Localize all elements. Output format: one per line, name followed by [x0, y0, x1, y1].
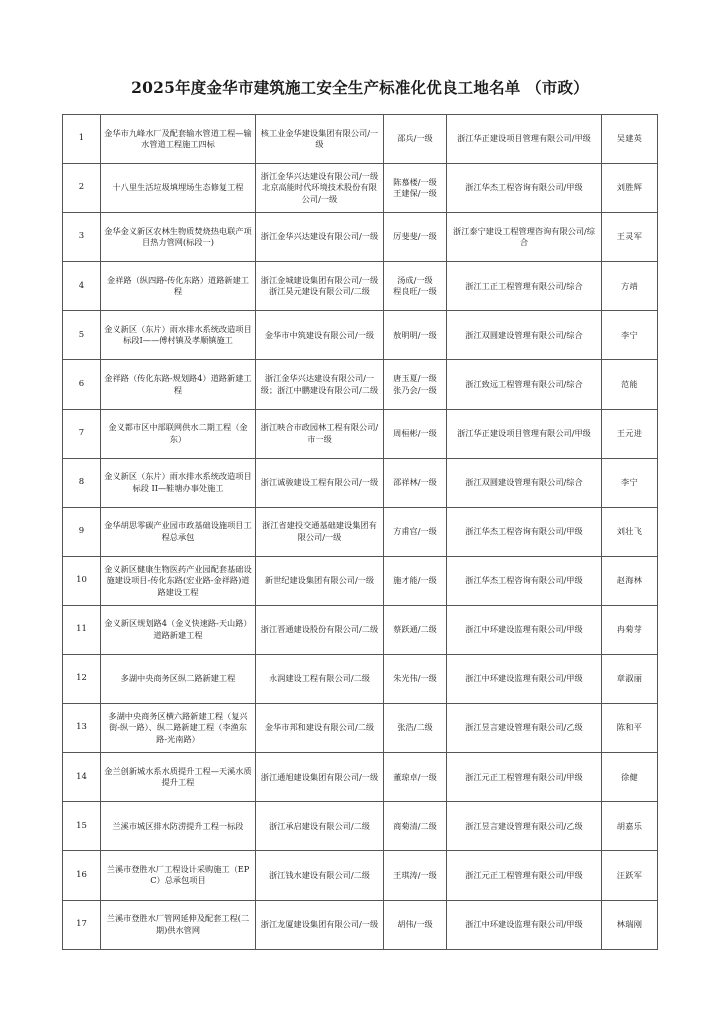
row-number-cell: 1 [63, 115, 101, 164]
table-row [63, 262, 658, 311]
supervision-company-cell: 浙江工正工程管理有限公司/综合 [447, 262, 602, 311]
table-row [63, 655, 658, 704]
project-manager-cell: 施才能/一级 [384, 556, 447, 605]
row-number-cell: 12 [63, 655, 101, 704]
project-name-cell: 多湖中央商务区横六路新建工程（复兴街-纵一路）、纵二路新建工程（李渔东路-光南路） [101, 704, 256, 753]
chief-supervisor-cell: 范能 [602, 360, 658, 409]
table-row [63, 213, 658, 262]
chief-supervisor-cell: 李宁 [602, 311, 658, 360]
supervision-company-cell: 浙江中环建设监理有限公司/甲级 [447, 655, 602, 704]
project-name-cell: 金华市九峰水厂及配套输水管道工程—输水管道工程施工四标 [101, 115, 256, 164]
chief-supervisor-cell: 胡嘉乐 [602, 802, 658, 851]
row-number-cell: 8 [63, 458, 101, 507]
table-row [63, 458, 658, 507]
project-name-cell: 兰溪市登胜水厂管网延伸及配套工程(二期)供水管网 [101, 900, 256, 949]
project-manager-cell: 方甫官/一级 [384, 507, 447, 556]
row-number-cell: 3 [63, 213, 101, 262]
row-number-cell: 10 [63, 556, 101, 605]
row-number-cell: 15 [63, 802, 101, 851]
project-manager-cell: 邵祥林/一级 [384, 458, 447, 507]
supervision-company-cell: 浙江华正建设项目管理有限公司/甲级 [447, 115, 602, 164]
chief-supervisor-cell: 刘胜辉 [602, 164, 658, 213]
supervision-company-cell: 浙江泰宁建设工程管理咨询有限公司/综合 [447, 213, 602, 262]
project-name-cell: 金华胡思零碳产业园市政基础设施项目工程总承包 [101, 507, 256, 556]
project-name-cell: 金祥路（纵四路-传化东路）道路新建工程 [101, 262, 256, 311]
chief-supervisor-cell: 冉菊芽 [602, 605, 658, 654]
chief-supervisor-cell: 陈和平 [602, 704, 658, 753]
table-row [63, 753, 658, 802]
chief-supervisor-cell: 吴建英 [602, 115, 658, 164]
contractor-company-cell: 浙江龙厦建设集团有限公司/一级 [256, 900, 384, 949]
contractor-company-cell: 浙江晋通建设股份有限公司/二级 [256, 605, 384, 654]
contractor-company-cell: 浙江承启建设有限公司/二级 [256, 802, 384, 851]
supervision-company-cell: 浙江昱言建设管理有限公司/乙级 [447, 802, 602, 851]
project-name-cell: 金义新区（东片）雨水排水系统改造项目标段Ⅰ——傅村镇及孝顺镇施工 [101, 311, 256, 360]
supervision-company-cell: 浙江华杰工程咨询有限公司/甲级 [447, 164, 602, 213]
chief-supervisor-cell: 王灵军 [602, 213, 658, 262]
project-name-cell: 金义都市区中部联网供水二期工程（金东） [101, 409, 256, 458]
contractor-company-cell: 核工业金华建设集团有限公司/一级 [256, 115, 384, 164]
table-row [63, 311, 658, 360]
supervision-company-cell: 浙江华杰工程咨询有限公司/甲级 [447, 507, 602, 556]
project-manager-cell: 商菊清/二级 [384, 802, 447, 851]
project-name-cell: 金义新区规划路4（金义快速路-天山路）道路新建工程 [101, 605, 256, 654]
project-manager-cell: 胡伟/一级 [384, 900, 447, 949]
project-manager-cell: 汤成/一级 程良旺/一级 [384, 262, 447, 311]
table-row [63, 900, 658, 949]
table-row [63, 164, 658, 213]
project-name-cell: 兰溪市城区排水防涝提升工程一标段 [101, 802, 256, 851]
row-number-cell: 4 [63, 262, 101, 311]
supervision-company-cell: 浙江双圆建设管理有限公司/综合 [447, 311, 602, 360]
contractor-company-cell: 永润建设工程有限公司/二级 [256, 655, 384, 704]
row-number-cell: 9 [63, 507, 101, 556]
contractor-company-cell: 浙江钱水建设有限公司/二级 [256, 851, 384, 900]
project-name-cell: 金义新区健康生物医药产业园配套基础设施建设项目-传化东路(宏业路-金祥路)道路建设工程 [101, 556, 256, 605]
contractor-company-cell: 浙江通旭建设集团有限公司/一级 [256, 753, 384, 802]
project-manager-cell: 朱光伟/一级 [384, 655, 447, 704]
table-row [63, 409, 658, 458]
project-name-cell: 兰溪市登胜水厂工程设计采购施工（EPC）总承包项目 [101, 851, 256, 900]
row-number-cell: 14 [63, 753, 101, 802]
project-manager-cell: 张浩/二级 [384, 704, 447, 753]
table-row [63, 704, 658, 753]
project-manager-cell: 唐玉夏/一级 张乃会/一级 [384, 360, 447, 409]
table-row [63, 360, 658, 409]
row-number-cell: 5 [63, 311, 101, 360]
supervision-company-cell: 浙江致远工程管理有限公司/综合 [447, 360, 602, 409]
project-name-cell: 金祥路（传化东路-规划路4）道路新建工程 [101, 360, 256, 409]
project-name-cell: 十八里生活垃圾填埋场生态修复工程 [101, 164, 256, 213]
project-manager-cell: 蔡跃通/二级 [384, 605, 447, 654]
supervision-company-cell: 浙江元正工程管理有限公司/甲级 [447, 851, 602, 900]
row-number-cell: 6 [63, 360, 101, 409]
table-row [63, 115, 658, 164]
row-number-cell: 7 [63, 409, 101, 458]
supervision-company-cell: 浙江中环建设监理有限公司/甲级 [447, 900, 602, 949]
contractor-company-cell: 浙江省建投交通基础建设集团有限公司/一级 [256, 507, 384, 556]
chief-supervisor-cell: 汪跃军 [602, 851, 658, 900]
project-manager-cell: 陈慕楼/一级 王建保/一级 [384, 164, 447, 213]
table-row [63, 802, 658, 851]
contractor-company-cell: 金华市中筑建设有限公司/一级 [256, 311, 384, 360]
project-manager-cell: 董琼卓/一级 [384, 753, 447, 802]
contractor-company-cell: 浙江诚骏建设工程有限公司/一级 [256, 458, 384, 507]
table-row [63, 556, 658, 605]
chief-supervisor-cell: 赵海林 [602, 556, 658, 605]
contractor-company-cell: 浙江金城建设集团有限公司/一级 浙江昊元建设有限公司/二级 [256, 262, 384, 311]
page-title: 2025年度金华市建筑施工安全生产标准化优良工地名单 （市政） [131, 78, 589, 97]
table-body [63, 115, 658, 950]
table-row [63, 605, 658, 654]
chief-supervisor-cell: 刘壮飞 [602, 507, 658, 556]
table-row [63, 507, 658, 556]
supervision-company-cell: 浙江华杰工程咨询有限公司/甲级 [447, 556, 602, 605]
chief-supervisor-cell: 章淑丽 [602, 655, 658, 704]
row-number-cell: 17 [63, 900, 101, 949]
chief-supervisor-cell: 李宁 [602, 458, 658, 507]
chief-supervisor-cell: 徐健 [602, 753, 658, 802]
supervision-company-cell: 浙江元正工程管理有限公司/甲级 [447, 753, 602, 802]
row-number-cell: 11 [63, 605, 101, 654]
contractor-company-cell: 浙江金华兴达建设有限公司/一级；浙江中鹏建设有限公司/二级 [256, 360, 384, 409]
chief-supervisor-cell: 王元进 [602, 409, 658, 458]
chief-supervisor-cell: 林瑞刚 [602, 900, 658, 949]
contractor-company-cell: 浙江金华兴达建设有限公司/一级 [256, 213, 384, 262]
project-name-cell: 金华金义新区农林生物质焚烧热电联产项目热力管网(标段一) [101, 213, 256, 262]
worksite-list-table [62, 114, 658, 950]
project-manager-cell: 敖明明/一级 [384, 311, 447, 360]
project-name-cell: 多湖中央商务区纵二路新建工程 [101, 655, 256, 704]
project-manager-cell: 邵兵/一级 [384, 115, 447, 164]
chief-supervisor-cell: 方靖 [602, 262, 658, 311]
row-number-cell: 13 [63, 704, 101, 753]
contractor-company-cell: 浙江映合市政园林工程有限公司/市一级 [256, 409, 384, 458]
supervision-company-cell: 浙江双圆建设管理有限公司/综合 [447, 458, 602, 507]
supervision-company-cell: 浙江华正建设项目管理有限公司/甲级 [447, 409, 602, 458]
project-name-cell: 金兰创新城水系水质提升工程—天溪水质提升工程 [101, 753, 256, 802]
supervision-company-cell: 浙江中环建设监理有限公司/甲级 [447, 605, 602, 654]
contractor-company-cell: 浙江金华兴达建设有限公司/一级 北京高能时代环境技术股份有限公司/一级 [256, 164, 384, 213]
project-manager-cell: 王琪涛/一级 [384, 851, 447, 900]
contractor-company-cell: 新世纪建设集团有限公司/一级 [256, 556, 384, 605]
row-number-cell: 2 [63, 164, 101, 213]
project-manager-cell: 厉斐斐/一级 [384, 213, 447, 262]
contractor-company-cell: 金华市邦和建设有限公司/二级 [256, 704, 384, 753]
project-manager-cell: 周桓彬/一级 [384, 409, 447, 458]
table-row [63, 851, 658, 900]
supervision-company-cell: 浙江昱言建设管理有限公司/乙级 [447, 704, 602, 753]
row-number-cell: 16 [63, 851, 101, 900]
project-name-cell: 金义新区（东片）雨水排水系统改造项目标段 II—鞋塘办事处施工 [101, 458, 256, 507]
